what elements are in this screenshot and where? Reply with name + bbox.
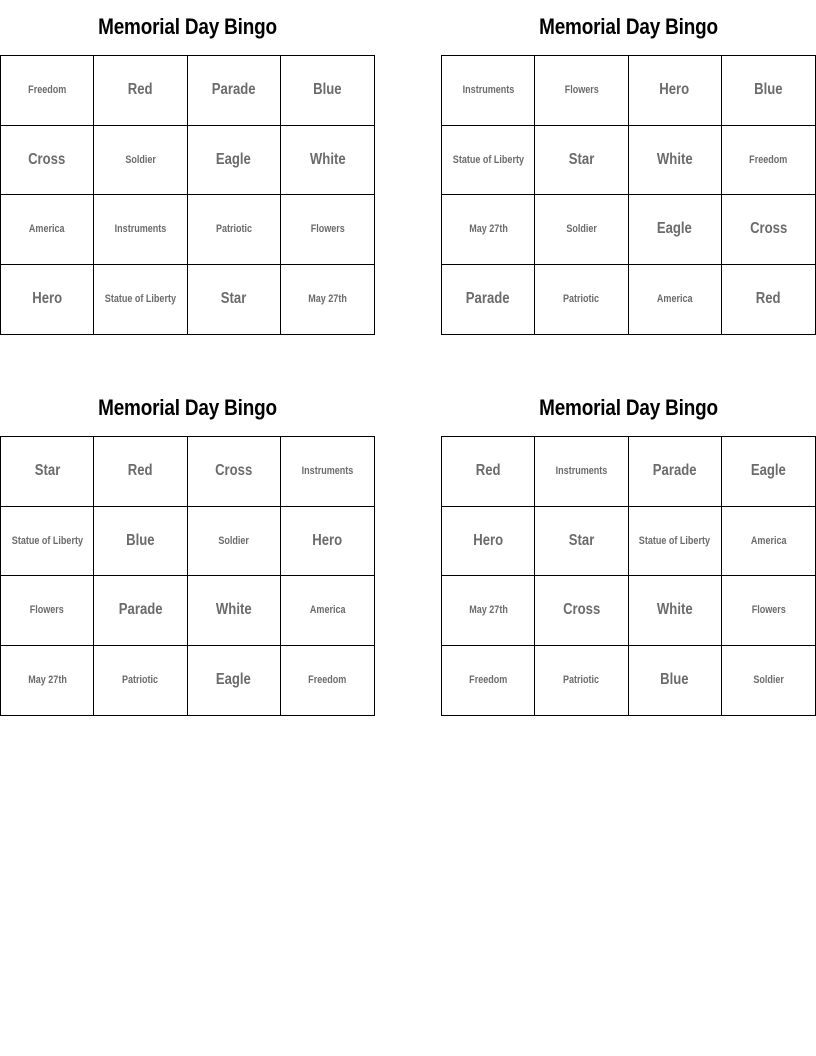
bingo-grid bbox=[441, 55, 816, 335]
bingo-cell: Blue bbox=[722, 56, 815, 126]
bingo-cell: Patriotic bbox=[94, 646, 187, 716]
bingo-cell: Freedom bbox=[308, 674, 347, 687]
bingo-cell: Freedom bbox=[442, 646, 535, 716]
bingo-cell: Star bbox=[1, 437, 94, 507]
bingo-cell: White bbox=[629, 126, 722, 196]
bingo-cell: Statue of Liberty bbox=[629, 507, 722, 577]
bingo-cell: Hero bbox=[629, 56, 722, 126]
card-title: Memorial Day Bingo bbox=[98, 395, 277, 420]
bingo-cell: May 27th bbox=[442, 195, 535, 265]
card-title: Memorial Day Bingo bbox=[98, 14, 277, 39]
bingo-cell: Star bbox=[535, 126, 628, 196]
bingo-cell: White bbox=[281, 126, 374, 196]
bingo-cell: Instruments bbox=[442, 56, 535, 126]
bingo-cell: Soldier bbox=[94, 126, 187, 196]
bingo-cell: Statue of Liberty bbox=[94, 265, 187, 335]
bingo-cell: Hero bbox=[442, 507, 535, 577]
bingo-cell: Instruments bbox=[535, 437, 628, 507]
bingo-cell: Statue of Liberty bbox=[1, 507, 94, 577]
bingo-cell: Instruments bbox=[94, 195, 187, 265]
bingo-cell: America bbox=[629, 265, 722, 335]
bingo-cell: Red bbox=[94, 437, 187, 507]
bingo-grid bbox=[0, 436, 375, 716]
bingo-cell: May 27th bbox=[442, 576, 535, 646]
bingo-cell: Parade bbox=[94, 576, 187, 646]
bingo-cell: Soldier bbox=[188, 507, 281, 577]
bingo-grid bbox=[441, 436, 816, 716]
bingo-cell: America bbox=[281, 576, 374, 646]
bingo-cell: Soldier bbox=[535, 195, 628, 265]
bingo-cell: America bbox=[722, 507, 815, 577]
bingo-cell: Freedom bbox=[722, 126, 815, 196]
bingo-cell: Parade bbox=[629, 437, 722, 507]
bingo-cell: Blue bbox=[629, 646, 722, 716]
bingo-cell: Star bbox=[535, 507, 628, 577]
bingo-cell: Eagle bbox=[629, 195, 722, 265]
bingo-cell: Instruments bbox=[281, 437, 374, 507]
card-title: Memorial Day Bingo bbox=[539, 14, 718, 39]
bingo-cell: Eagle bbox=[188, 126, 281, 196]
card-title: Memorial Day Bingo bbox=[539, 395, 718, 420]
bingo-cell: Cross bbox=[188, 437, 281, 507]
bingo-cell: May 27th bbox=[1, 646, 94, 716]
bingo-cell: Cross bbox=[722, 195, 815, 265]
bingo-cell: Parade bbox=[188, 56, 281, 126]
bingo-cell: America bbox=[1, 195, 94, 265]
bingo-cell: Soldier bbox=[753, 674, 784, 687]
bingo-cell: Red bbox=[94, 56, 187, 126]
bingo-cell: Hero bbox=[1, 265, 94, 335]
bingo-cell: White bbox=[629, 576, 722, 646]
bingo-cell: May 27th bbox=[308, 293, 347, 306]
bingo-cell: Patriotic bbox=[535, 646, 628, 716]
bingo-cell: Flowers bbox=[722, 576, 815, 646]
bingo-cell: Hero bbox=[281, 507, 374, 577]
bingo-grid bbox=[0, 55, 375, 335]
bingo-cell: Blue bbox=[281, 56, 374, 126]
bingo-cell: Flowers bbox=[281, 195, 374, 265]
bingo-cell: Red bbox=[755, 290, 781, 308]
bingo-cell: Parade bbox=[442, 265, 535, 335]
bingo-cell: Patriotic bbox=[535, 265, 628, 335]
bingo-cell: White bbox=[188, 576, 281, 646]
bingo-cell: Blue bbox=[94, 507, 187, 577]
bingo-cell: Eagle bbox=[722, 437, 815, 507]
bingo-cell: Statue of Liberty bbox=[442, 126, 535, 196]
bingo-cell: Freedom bbox=[1, 56, 94, 126]
bingo-cell: Flowers bbox=[1, 576, 94, 646]
bingo-cell: Eagle bbox=[188, 646, 281, 716]
bingo-cell: Cross bbox=[1, 126, 94, 196]
bingo-cell: Cross bbox=[535, 576, 628, 646]
bingo-cell: Star bbox=[188, 265, 281, 335]
bingo-cell: Flowers bbox=[535, 56, 628, 126]
bingo-cell: Patriotic bbox=[188, 195, 281, 265]
bingo-cell: Red bbox=[442, 437, 535, 507]
